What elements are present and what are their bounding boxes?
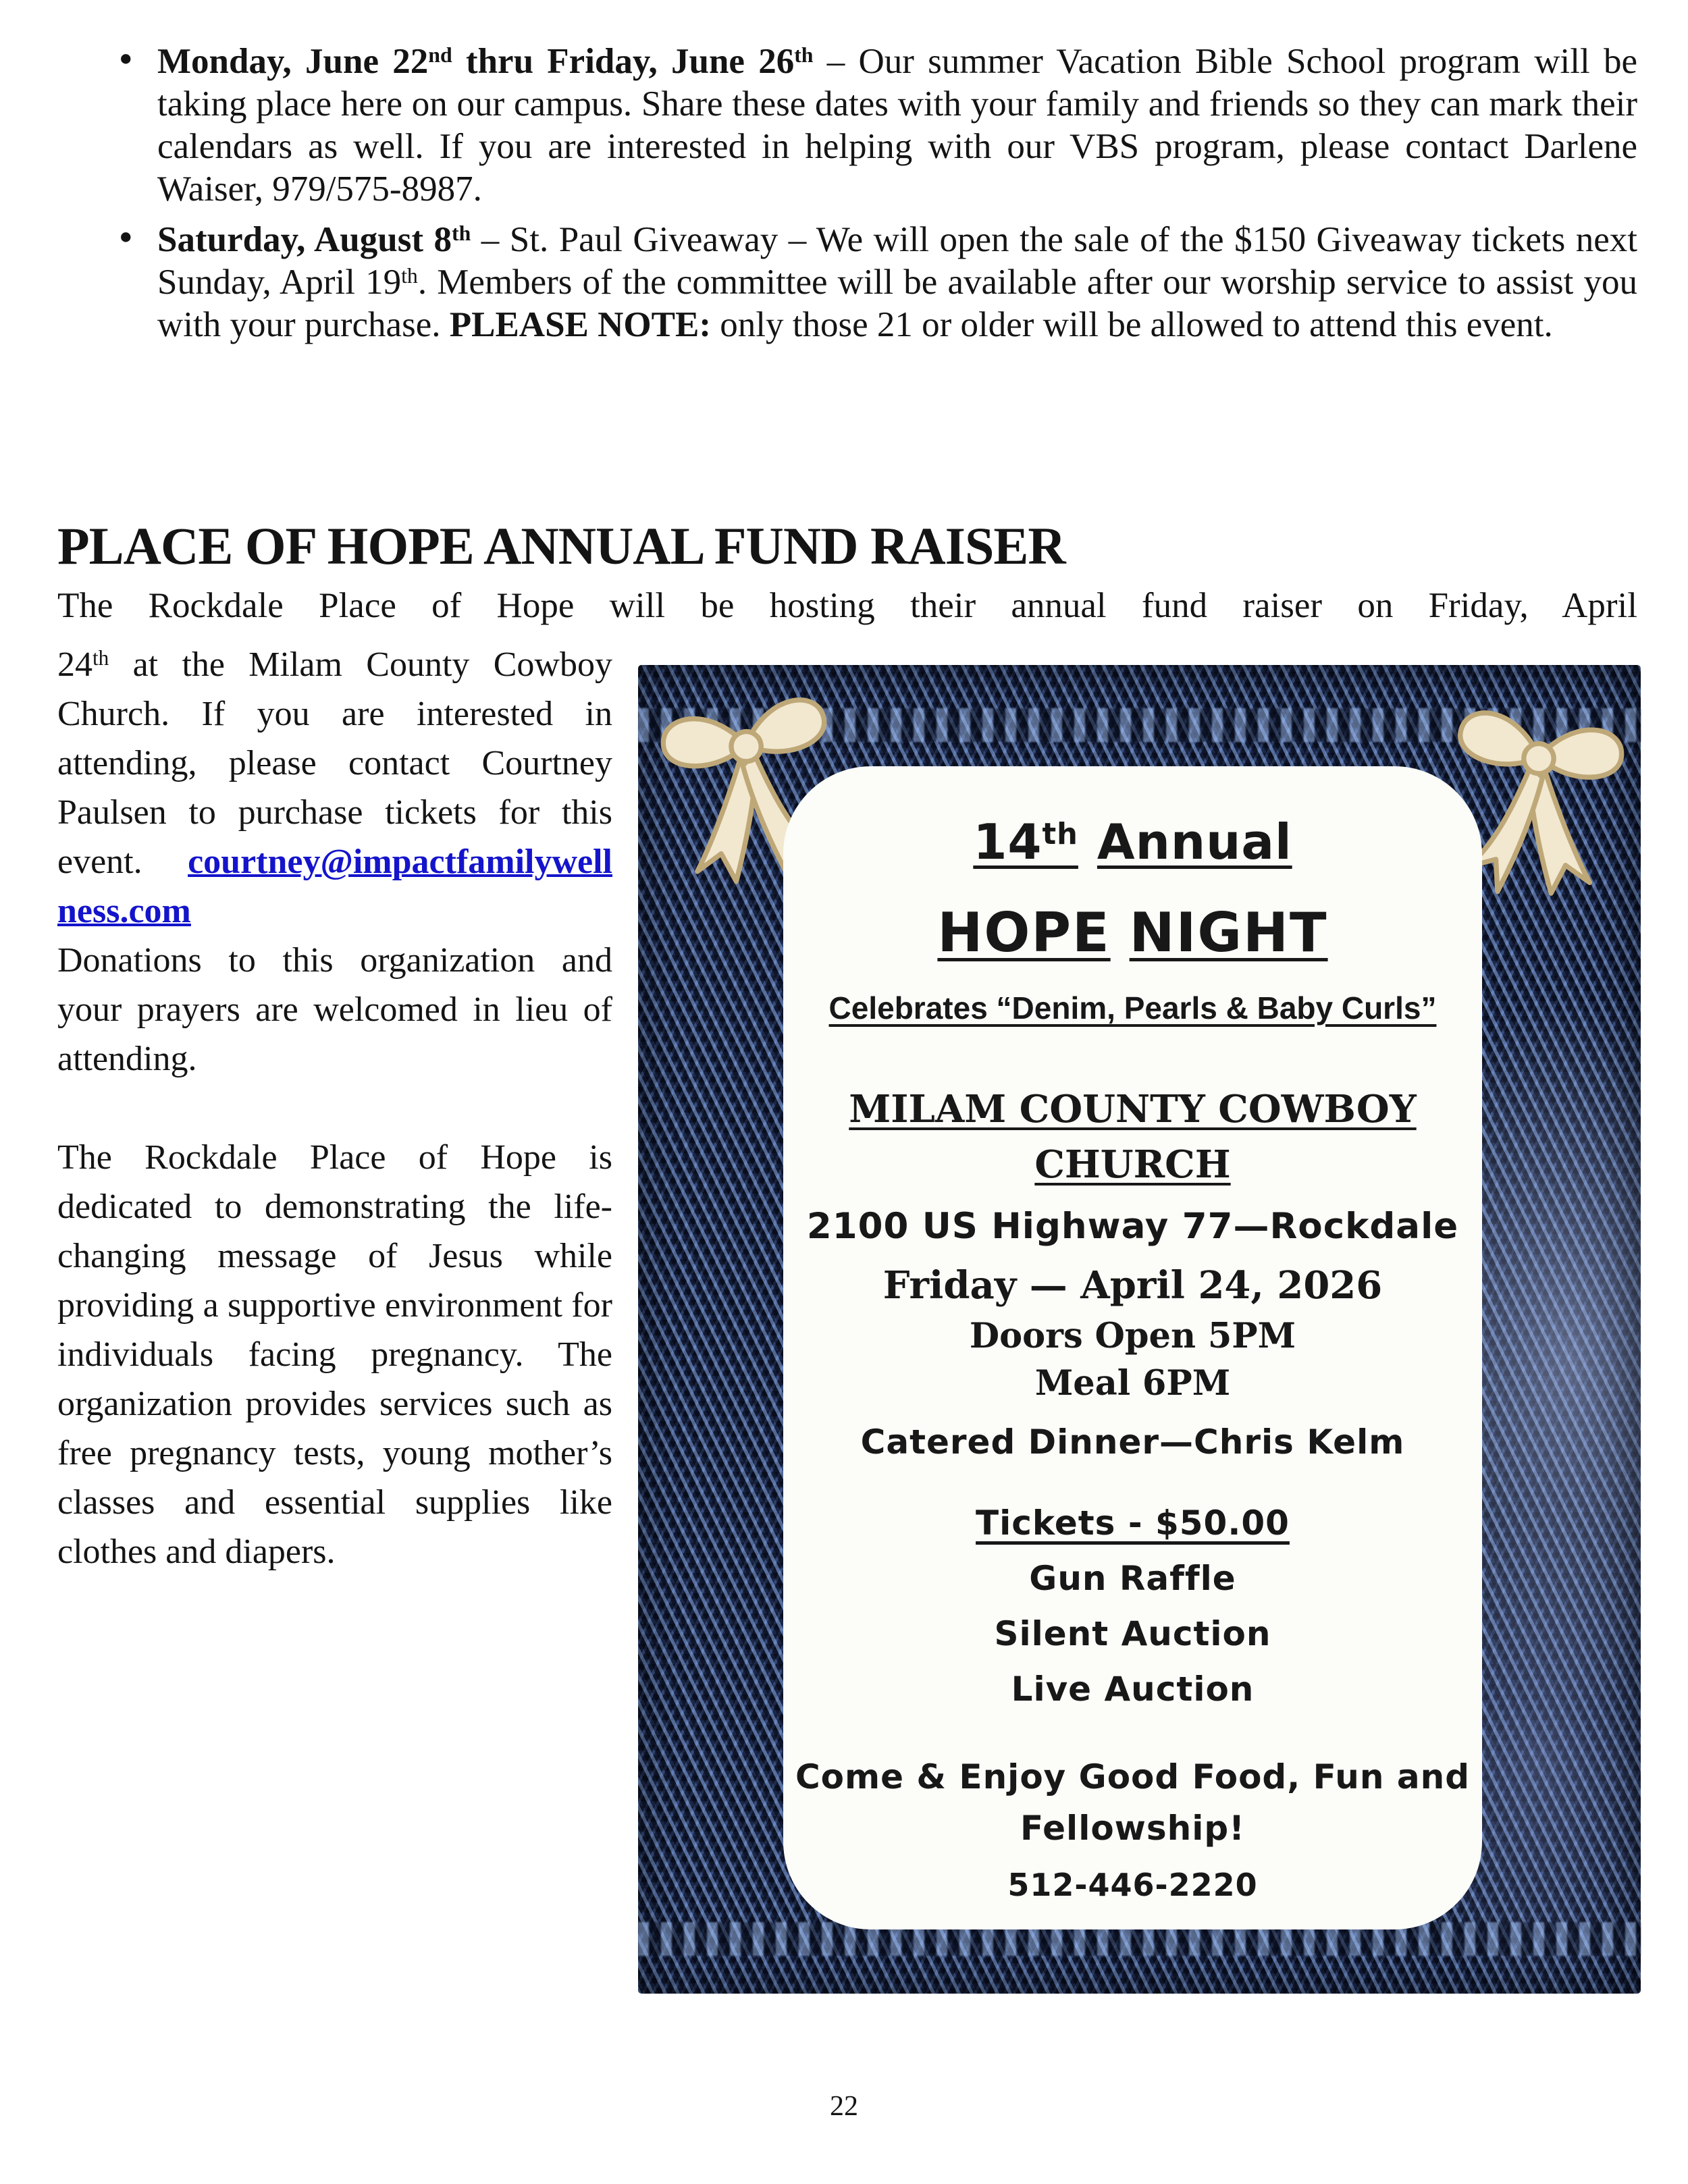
- section-intro: The Rockdale Place of Hope will be hosting their annual fund raiser on Friday, April: [57, 586, 1637, 625]
- email-link-part[interactable]: courtney@impactfamilywell: [188, 843, 612, 881]
- flyer-subtitle-word: NIGHT: [1129, 901, 1328, 964]
- bullet-icon: •: [120, 40, 132, 79]
- flyer-auction-item: Live Auction: [1011, 1670, 1255, 1709]
- flyer-panel: [783, 766, 1482, 1929]
- flyer-address: 2100 US Highway 77—Rockdale: [806, 1206, 1459, 1247]
- flyer-date: Friday — April 24, 2026: [882, 1263, 1383, 1308]
- flyer-venue-line2: CHURCH: [1034, 1142, 1231, 1187]
- flyer-subtitle-word: HOPE: [937, 901, 1111, 964]
- flyer-subtitle: [937, 901, 1327, 964]
- flyer-auction-item: Silent Auction: [994, 1614, 1271, 1653]
- flyer-venue-line1: MILAM COUNTY COWBOY: [849, 1087, 1417, 1131]
- bullet-text: [157, 41, 1637, 211]
- flyer-title-word: Annual: [1097, 814, 1292, 870]
- ordinal-suffix: th: [452, 221, 471, 246]
- flyer-tagline-line2: Fellowship!: [1020, 1809, 1245, 1848]
- bullet-item: [57, 219, 1637, 346]
- body-text: 24: [57, 645, 93, 684]
- flyer-tagline-line1: Come & Enjoy Good Food, Fun and: [795, 1757, 1471, 1796]
- event-description: – St. Paul Giveaway – We will open the sale of the $150 Giveaway tickets next Sunday, April 19: [157, 220, 1637, 302]
- hope-night-flyer: [638, 665, 1641, 1994]
- content-flow: [57, 640, 1637, 2037]
- bullet-item: [57, 41, 1637, 211]
- flyer-meal-time: Meal 6PM: [1034, 1363, 1231, 1404]
- ordinal-suffix: nd: [428, 43, 452, 68]
- ordinal-suffix: th: [401, 264, 418, 288]
- body-paragraph: [57, 640, 612, 936]
- bullet-text: [157, 219, 1637, 346]
- body-paragraph: The Rockdale Place of Hope is dedicated to demonstrating the life-changing message of Jesus while providing a supportive environment for individuals facing pregnancy. The organization provides services such as free pregnancy tests, young mother’s classes and essential supplies like clothes and diapers.: [57, 1138, 612, 1571]
- left-text-column: [57, 640, 612, 1576]
- ordinal-suffix: th: [93, 646, 109, 670]
- flyer-celebrates: Celebrates “Denim, Pearls & Baby Curls”: [828, 990, 1437, 1026]
- event-date: Monday, June 22: [157, 42, 429, 81]
- flyer-ticket-price: Tickets - $50.00: [976, 1503, 1290, 1543]
- flyer-raffle-item: Gun Raffle: [1029, 1559, 1236, 1598]
- notice-label: PLEASE NOTE:: [449, 305, 712, 344]
- flyer-title-number: 14: [973, 814, 1043, 870]
- flyer-doors-time: Doors Open 5PM: [969, 1316, 1296, 1356]
- body-paragraph: Donations to this organization and your prayers are welcomed in lieu of attending.: [57, 941, 612, 1078]
- ordinal-suffix: th: [794, 43, 814, 68]
- page-number: 22: [830, 2091, 858, 2122]
- event-description: – Our summer Vacation Bible School program will be taking place here on our campus. Share these dates with your family and friends so they can mark their calendars as well. If you are interested in helping with our VBS program, please contact Darlene Waiser, 979/575-8987.: [157, 42, 1637, 209]
- flyer-caterer: Catered Dinner—Chris Kelm: [860, 1422, 1405, 1462]
- section-heading: PLACE OF HOPE ANNUAL FUND RAISER: [57, 516, 1065, 575]
- event-description: . Members of the committee will be available after our worship service to assist you with your purchase.: [157, 263, 1637, 344]
- ordinal-suffix: th: [1042, 818, 1078, 852]
- event-description: only those 21 or older will be allowed to attend this event.: [711, 305, 1553, 344]
- bullet-icon: •: [120, 218, 132, 257]
- flyer-title: [973, 814, 1292, 870]
- email-link-part[interactable]: ness.com: [57, 892, 191, 930]
- event-date: thru Friday, June 26: [452, 42, 795, 81]
- body-text: at the Milam County Cowboy Church. If you are interested in attending, please contact Courtney Paulsen to purchase tickets for this event.: [57, 645, 612, 881]
- flyer-phone: 512-446-2220: [1007, 1867, 1258, 1903]
- announcement-list: [57, 41, 1637, 346]
- event-date: Saturday, August 8: [157, 220, 452, 259]
